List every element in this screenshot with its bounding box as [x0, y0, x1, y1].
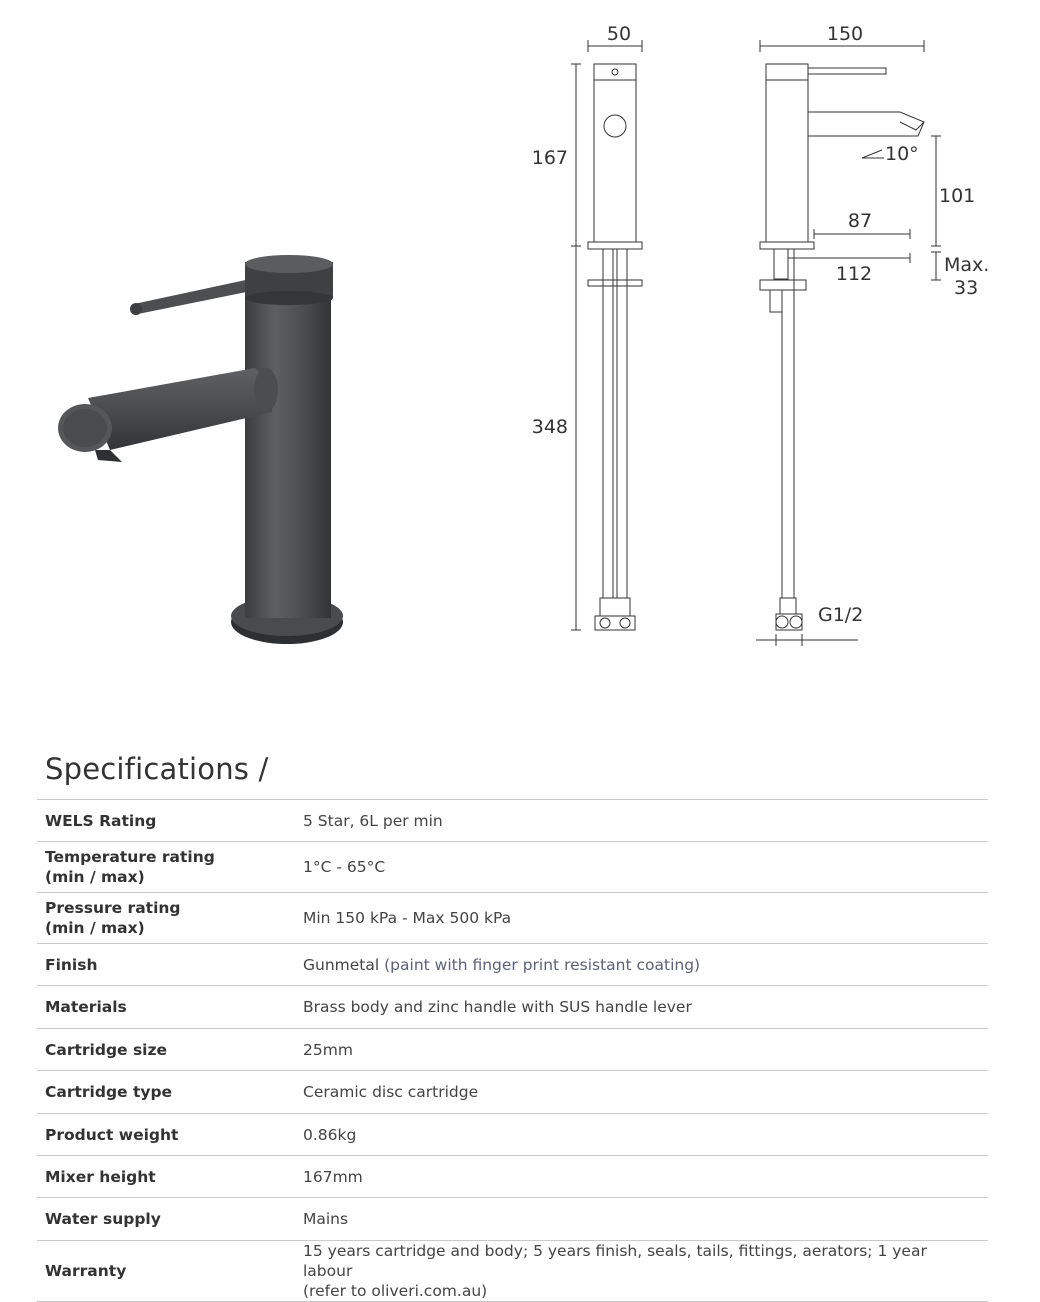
dim-angle: 10°	[885, 143, 919, 165]
spec-label: Cartridge size	[37, 1029, 295, 1071]
spec-label: Product weight	[37, 1114, 295, 1156]
spec-value: 167mm	[295, 1156, 988, 1198]
dim-spout-reach-outer: 112	[835, 263, 873, 285]
product-image	[50, 250, 350, 650]
spec-value: 5 Star, 6L per min	[295, 800, 988, 842]
spec-label: Cartridge type	[37, 1071, 295, 1114]
spec-label: Pressure rating (min / max)	[37, 893, 295, 944]
spec-label: Water supply	[37, 1198, 295, 1241]
spec-value: Gunmetal (paint with finger print resistant coating)	[295, 944, 988, 986]
spec-value: Min 150 kPa - Max 500 kPa	[295, 893, 988, 944]
spec-value: Ceramic disc cartridge	[295, 1071, 988, 1114]
dim-body-height: 167	[531, 147, 568, 169]
spec-value: 25mm	[295, 1029, 988, 1071]
table-row	[37, 893, 988, 944]
spec-label: WELS Rating	[37, 800, 295, 842]
table-row	[37, 944, 988, 986]
dim-side-width: 150	[826, 23, 864, 45]
specifications-title: Specifications /	[45, 752, 269, 786]
spec-label: Finish	[37, 944, 295, 986]
dim-tail-length: 348	[531, 416, 568, 438]
table-row	[37, 1198, 988, 1241]
table-row	[37, 842, 988, 893]
table-row	[37, 1241, 988, 1302]
spec-value: Mains	[295, 1198, 988, 1241]
spec-value: 15 years cartridge and body; 5 years finish, seals, tails, fittings, aerators; 1 year labour (refer to oliveri.com.au)	[295, 1241, 988, 1302]
spec-value: Brass body and zinc handle with SUS handle lever	[295, 986, 988, 1029]
table-row	[37, 1029, 988, 1071]
table-row	[37, 986, 988, 1029]
spec-value: 1°C - 65°C	[295, 842, 988, 893]
dim-max-value: 33	[954, 277, 979, 299]
table-row	[37, 1114, 988, 1156]
technical-drawing	[520, 18, 1020, 658]
dim-spout-height: 101	[939, 185, 976, 207]
spec-label: Temperature rating (min / max)	[37, 842, 295, 893]
dim-max-label: Max.	[944, 254, 990, 276]
table-row	[37, 800, 988, 842]
spec-label: Warranty	[37, 1241, 295, 1302]
spec-label: Mixer height	[37, 1156, 295, 1198]
dim-thread: G1/2	[818, 604, 864, 626]
spec-value-note: (paint with finger print resistant coating)	[384, 955, 701, 974]
spec-label: Materials	[37, 986, 295, 1029]
specifications-table	[37, 799, 988, 1302]
table-row	[37, 1071, 988, 1114]
dim-top-width: 50	[606, 23, 632, 45]
spec-value: 0.86kg	[295, 1114, 988, 1156]
table-row	[37, 1156, 988, 1198]
dim-spout-reach-inner: 87	[847, 210, 873, 232]
